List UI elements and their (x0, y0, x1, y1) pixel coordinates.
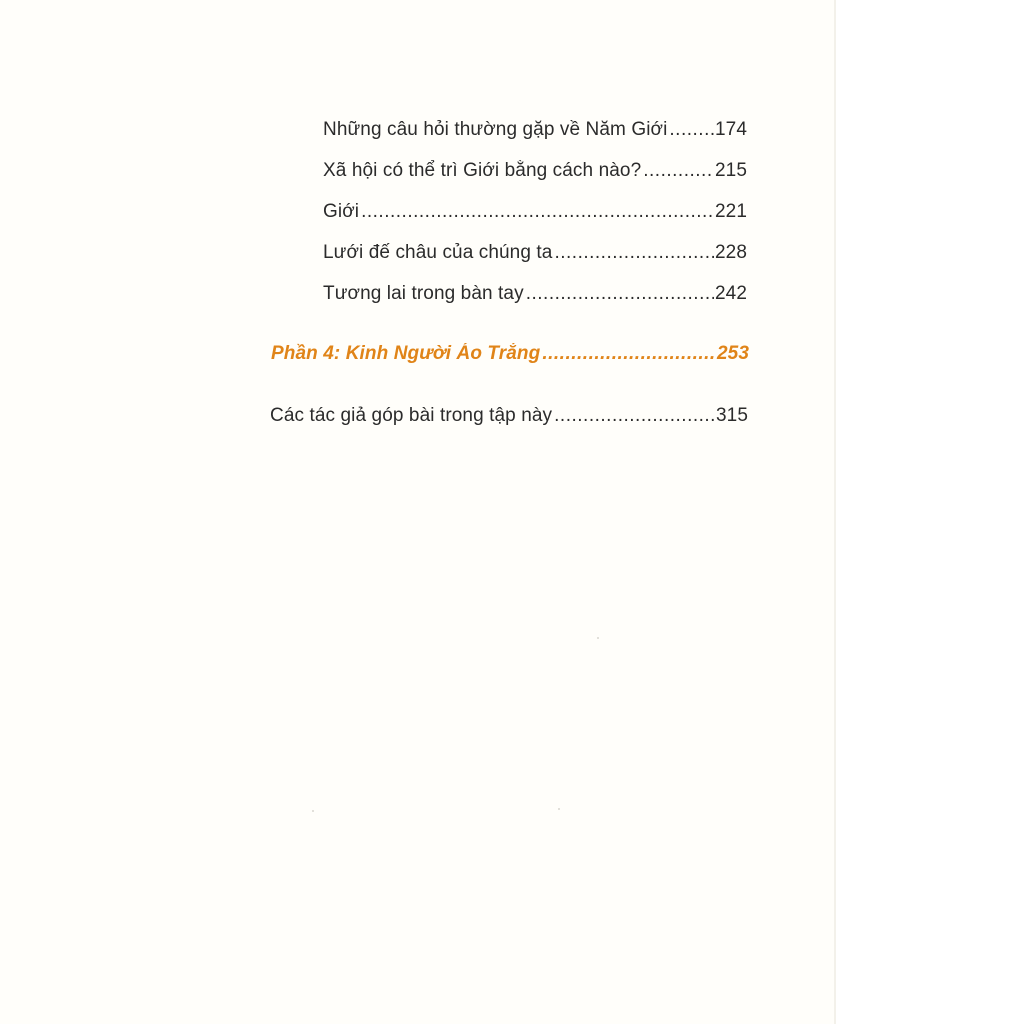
toc-entry (323, 283, 747, 305)
toc-entry-title: Lưới đế châu của chúng ta (323, 242, 553, 263)
toc-entry-page: 215 (714, 160, 747, 181)
toc-entry-page: 242 (714, 283, 747, 304)
toc-entry-title: Giới (323, 201, 360, 222)
dot-leader (361, 201, 714, 223)
toc-entry (323, 160, 747, 182)
toc-entry-title: Xã hội có thể trì Giới bằng cách nào? (323, 160, 642, 181)
contributors-page: 315 (715, 405, 748, 426)
toc-entry-contributors (270, 405, 748, 427)
dot-leader (526, 283, 714, 305)
paper-speck (597, 637, 599, 639)
contributors-title: Các tác giả góp bài trong tập này (270, 405, 553, 426)
toc-entry-title: Những câu hỏi thường gặp về Năm Giới (323, 119, 668, 140)
page-edge (834, 0, 836, 1024)
toc-entry-page: 221 (714, 201, 747, 222)
dot-leader (669, 119, 714, 141)
toc-part-heading (271, 343, 749, 365)
dot-leader (542, 343, 716, 365)
toc-entry-page: 228 (714, 242, 747, 263)
dot-leader (554, 242, 714, 264)
dot-leader (643, 160, 714, 182)
toc-entry (323, 119, 747, 141)
part-page: 253 (716, 343, 749, 364)
paper-speck (558, 808, 560, 810)
toc-entry (323, 201, 747, 223)
toc-entry-page: 174 (714, 119, 747, 140)
toc-entry (323, 242, 747, 264)
dot-leader (554, 405, 715, 427)
part-title: Phần 4: Kinh Người Áo Trắng (271, 343, 541, 364)
toc-entry-title: Tương lai trong bàn tay (323, 283, 524, 304)
paper-speck (312, 810, 314, 812)
